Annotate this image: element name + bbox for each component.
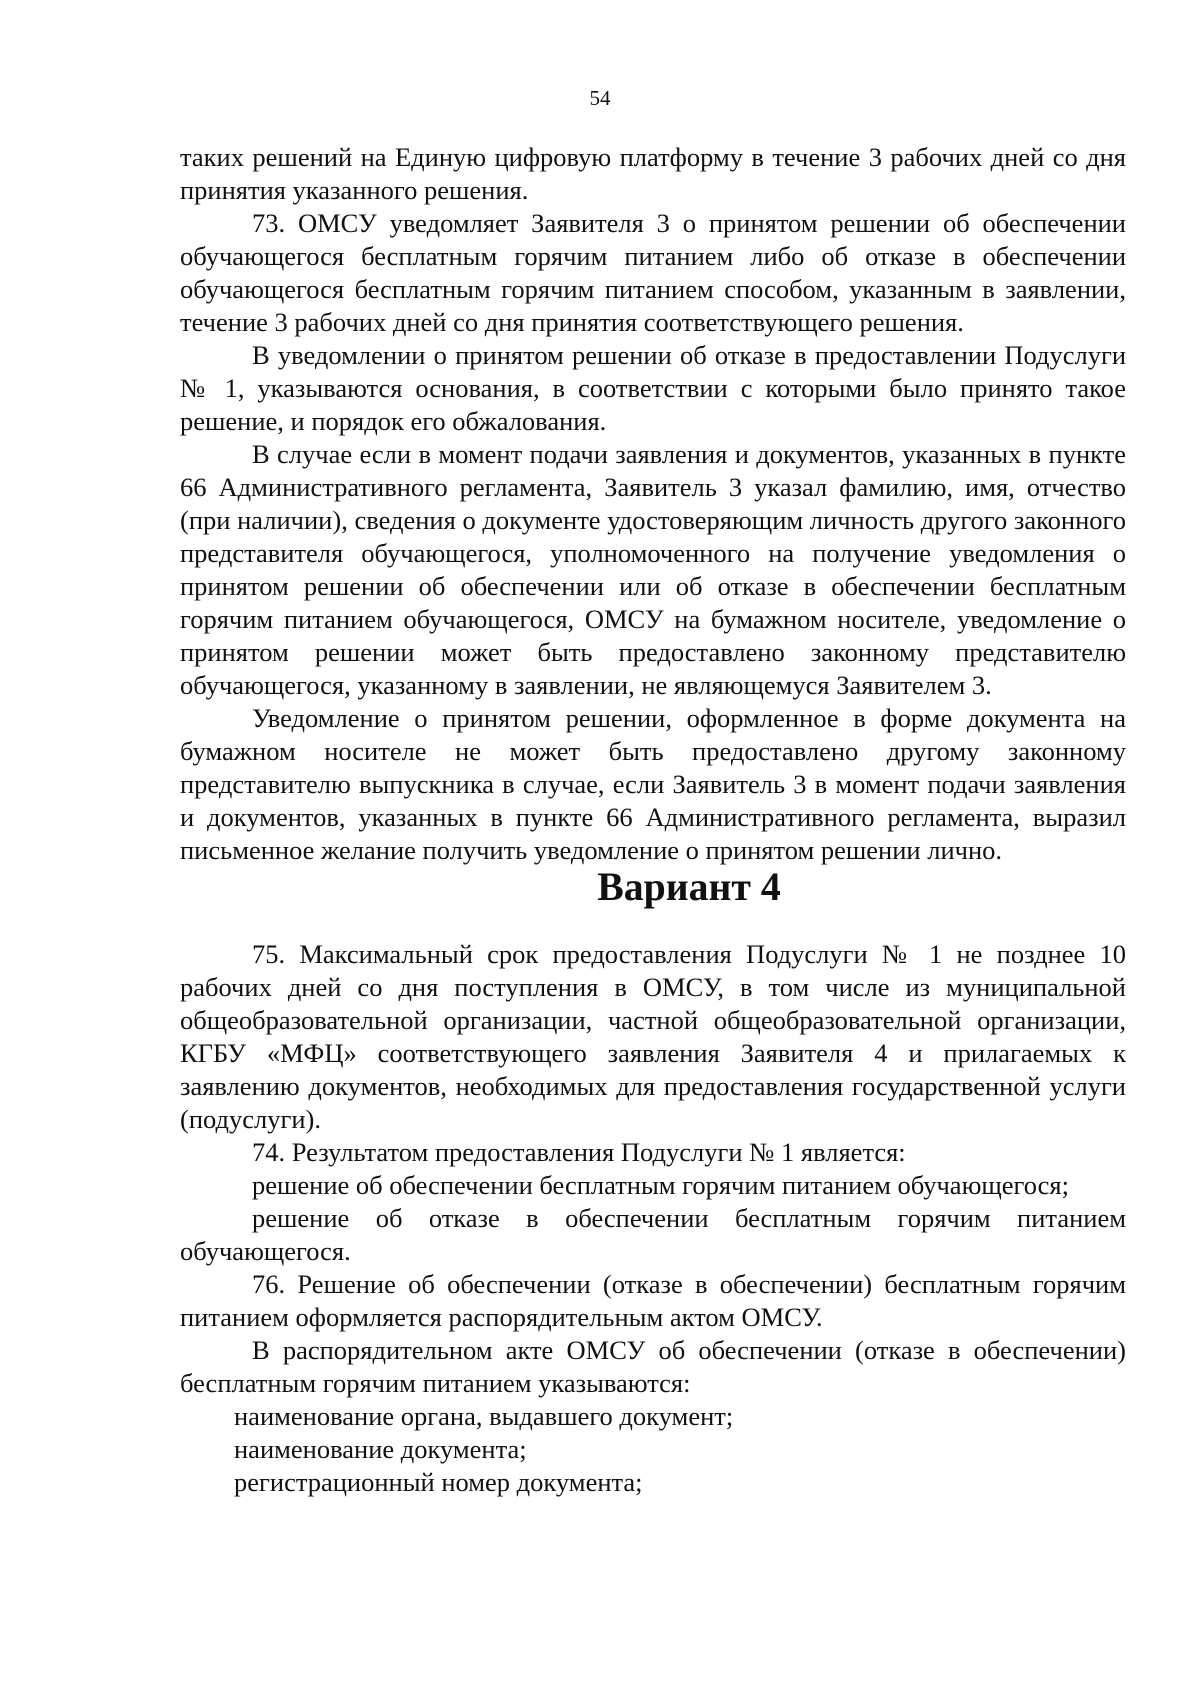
paragraph-act-contents: В распорядительном акте ОМСУ об обеспечении (отказе в обеспечении) бесплатным горячим питанием указываются: — [180, 1335, 1126, 1398]
list-item-authority: наименование органа, выдавшего документ; — [234, 1401, 734, 1431]
paragraph-76: 76. Решение об обеспечении (отказе в обеспечении) бесплатным горячим питанием оформляется распорядительным актом ОМСУ. — [180, 1269, 1126, 1332]
list-item-registration-number: регистрационный номер документа; — [234, 1467, 643, 1497]
paragraph-refusal-notice: В уведомлении о принятом решении об отказе в предоставлении Подуслуги № 1, указываются основания, в соответствии с которыми было принято такое решение, и порядок его обжалования. — [180, 340, 1126, 436]
document-body — [180, 141, 1126, 1499]
paragraph-continuation: таких решений на Единую цифровую платформу в течение 3 рабочих дней со дня принятия указанного решения. — [180, 142, 1126, 205]
list-item-document-name: наименование документа; — [234, 1434, 527, 1464]
paragraph-75: 75. Максимальный срок предоставления Подуслуги № 1 не позднее 10 рабочих дней со дня поступления в ОМСУ, в том числе из муниципальной общеобразовательной организации, частной общеобразовательной организации, КГБУ «МФЦ» соответствующего заявления Заявителя 4 и прилагаемых к заявлению документов, необходимых для предоставления государственной услуги (подуслуги). — [180, 939, 1126, 1134]
paragraph-other-representative: В случае если в момент подачи заявления и документов, указанных в пункте 66 Административного регламента, Заявитель 3 указал фамилию, имя, отчество (при наличии), сведения о документе удостоверяющим личность другого законного представителя обучающегося, уполномоченного на получение уведомления о принятом решении об обеспечении или об отказе в обеспечении бесплатным горячим питанием обучающегося, ОМСУ на бумажном носителе, уведомление о принятом решении может быть предоставлено законному представителю обучающегося, указанному в заявлении, не являющемуся Заявителем 3. — [180, 439, 1126, 700]
paragraph-paper-notice: Уведомление о принятом решении, оформленное в форме документа на бумажном носителе не может быть предоставлено другому законному представителю выпускника в случае, если Заявитель 3 в момент подачи заявления и документов, указанных в пункте 66 Административного регламента, выразил письменное желание получить уведомление о принятом решении лично. — [180, 703, 1126, 865]
paragraph-73: 73. ОМСУ уведомляет Заявителя 3 о принятом решении об обеспечении обучающегося бесплатным горячим питанием либо об отказе в обеспечении обучающегося бесплатным горячим питанием способом, указанным в заявлении, течение 3 рабочих дней со дня принятия соответствующего решения. — [180, 208, 1126, 337]
section-heading-variant-4: Вариант 4 — [597, 865, 781, 909]
paragraph-74: 74. Результатом предоставления Подуслуги № 1 является: — [252, 1137, 906, 1167]
paragraph-result-approval: решение об обеспечении бесплатным горячим питанием обучающегося; — [252, 1170, 1069, 1200]
page-number: 54 — [589, 86, 611, 110]
paragraph-result-refusal: решение об отказе в обеспечении бесплатным горячим питанием обучающегося. — [180, 1203, 1126, 1266]
